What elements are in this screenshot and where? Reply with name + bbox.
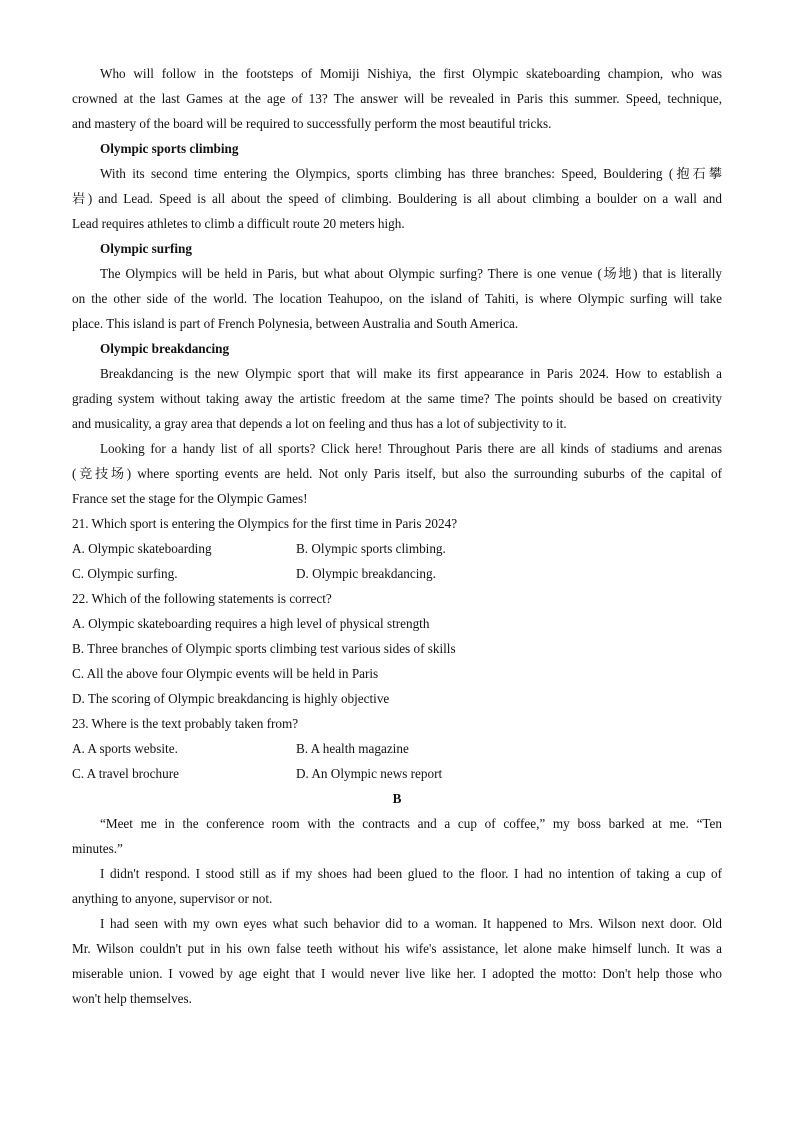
text-line: Breakdancing is the new Olympic sport that will make its first appearance in Paris 2024. How to establish a: [100, 366, 722, 381]
paragraph-b3: [72, 911, 722, 1011]
text-line: and musicality, a gray area that depends a lot on feeling and thus has a lot of subjectivity to it.: [72, 416, 567, 431]
heading-sports-climbing: Olympic sports climbing: [100, 141, 239, 156]
text-line: Who will follow in the footsteps of Momiji Nishiya, the first Olympic skateboarding champion, who was: [100, 66, 722, 81]
paragraph-intro: [72, 61, 722, 136]
text-line: “Meet me in the conference room with the contracts and a cup of coffee,” my boss barked at me. “Ten: [100, 816, 722, 831]
text-line: 岩) and Lead. Speed is all about the speed of climbing. Bouldering is all about climbing a boulder on a wall and: [72, 191, 722, 206]
text-line: minutes.”: [72, 841, 123, 856]
text-line: and mastery of the board will be required to successfully perform the most beautiful tricks.: [72, 116, 552, 131]
option-b: B. Three branches of Olympic sports climbing test various sides of skills: [72, 641, 456, 656]
option-d: D. Olympic breakdancing.: [296, 566, 436, 581]
text-line: Mr. Wilson couldn't put in his own false teeth without his wife's assistance, let alone make himself lunch. It was a: [72, 941, 722, 956]
text-line: grading system without taking away the artistic freedom at the same time? The points should be based on creativity: [72, 391, 722, 406]
text-line: crowned at the last Games at the age of 13? The answer will be revealed in Paris this summer. Speed, technique,: [72, 91, 722, 106]
options-row: [72, 561, 722, 586]
text-line: place. This island is part of French Polynesia, between Australia and South America.: [72, 316, 519, 331]
question-stem: 22. Which of the following statements is correct?: [72, 591, 332, 606]
text-line: I had seen with my own eyes what such behavior did to a woman. It happened to Mrs. Wilson next door. Old: [100, 916, 722, 931]
section-label-b: B: [392, 791, 402, 806]
options-row: [72, 761, 722, 786]
option-a: A. Olympic skateboarding: [72, 541, 212, 556]
text-line: The Olympics will be held in Paris, but what about Olympic surfing? There is one venue (场地) that is literally: [100, 266, 722, 281]
option-b: B. A health magazine: [296, 741, 409, 756]
options-row: [72, 736, 722, 761]
option-b: B. Olympic sports climbing.: [296, 541, 446, 556]
text-line: Lead requires athletes to climb a difficult route 20 meters high.: [72, 216, 405, 231]
option-c: C. Olympic surfing.: [72, 566, 178, 581]
exam-page: [72, 61, 722, 1011]
text-line: I didn't respond. I stood still as if my shoes had been glued to the floor. I had no intention of taking a cup of: [100, 866, 722, 881]
paragraph-closing: [72, 436, 722, 511]
text-line: on the other side of the world. The location Teahupoo, on the island of Tahiti, is where Olympic surfing will take: [72, 291, 722, 306]
text-line: Looking for a handy list of all sports? Click here! Throughout Paris there are all kinds of stadiums and arenas: [100, 441, 722, 456]
paragraph-b1: [72, 811, 722, 861]
text-line: miserable union. I vowed by age eight that I would never live like her. I adopted the motto: Don't help those who: [72, 966, 722, 981]
question-stem: 21. Which sport is entering the Olympics for the first time in Paris 2024?: [72, 516, 458, 531]
option-a: A. A sports website.: [72, 741, 178, 756]
question-22: [72, 586, 722, 711]
heading-breakdancing: Olympic breakdancing: [100, 341, 230, 356]
paragraph-surfing: [72, 261, 722, 336]
question-21: [72, 511, 722, 586]
text-line: won't help themselves.: [72, 991, 192, 1006]
options-row: [72, 536, 722, 561]
paragraph-breakdancing: [72, 361, 722, 436]
option-c: C. All the above four Olympic events will be held in Paris: [72, 666, 379, 681]
text-line: (竞技场) where sporting events are held. Not only Paris itself, but also the surrounding suburbs of the capital of: [72, 466, 722, 481]
text-line: anything to anyone, supervisor or not.: [72, 891, 273, 906]
option-c: C. A travel brochure: [72, 766, 179, 781]
text-line: With its second time entering the Olympics, sports climbing has three branches: Speed, Bouldering (抱石攀: [100, 166, 722, 181]
heading-surfing: Olympic surfing: [100, 241, 192, 256]
paragraph-b2: [72, 861, 722, 911]
question-stem: 23. Where is the text probably taken from?: [72, 716, 299, 731]
question-23: [72, 711, 722, 786]
text-line: France set the stage for the Olympic Games!: [72, 491, 308, 506]
paragraph-climbing: [72, 161, 722, 236]
option-d: D. The scoring of Olympic breakdancing is highly objective: [72, 691, 390, 706]
option-d: D. An Olympic news report: [296, 766, 443, 781]
option-a: A. Olympic skateboarding requires a high level of physical strength: [72, 616, 430, 631]
